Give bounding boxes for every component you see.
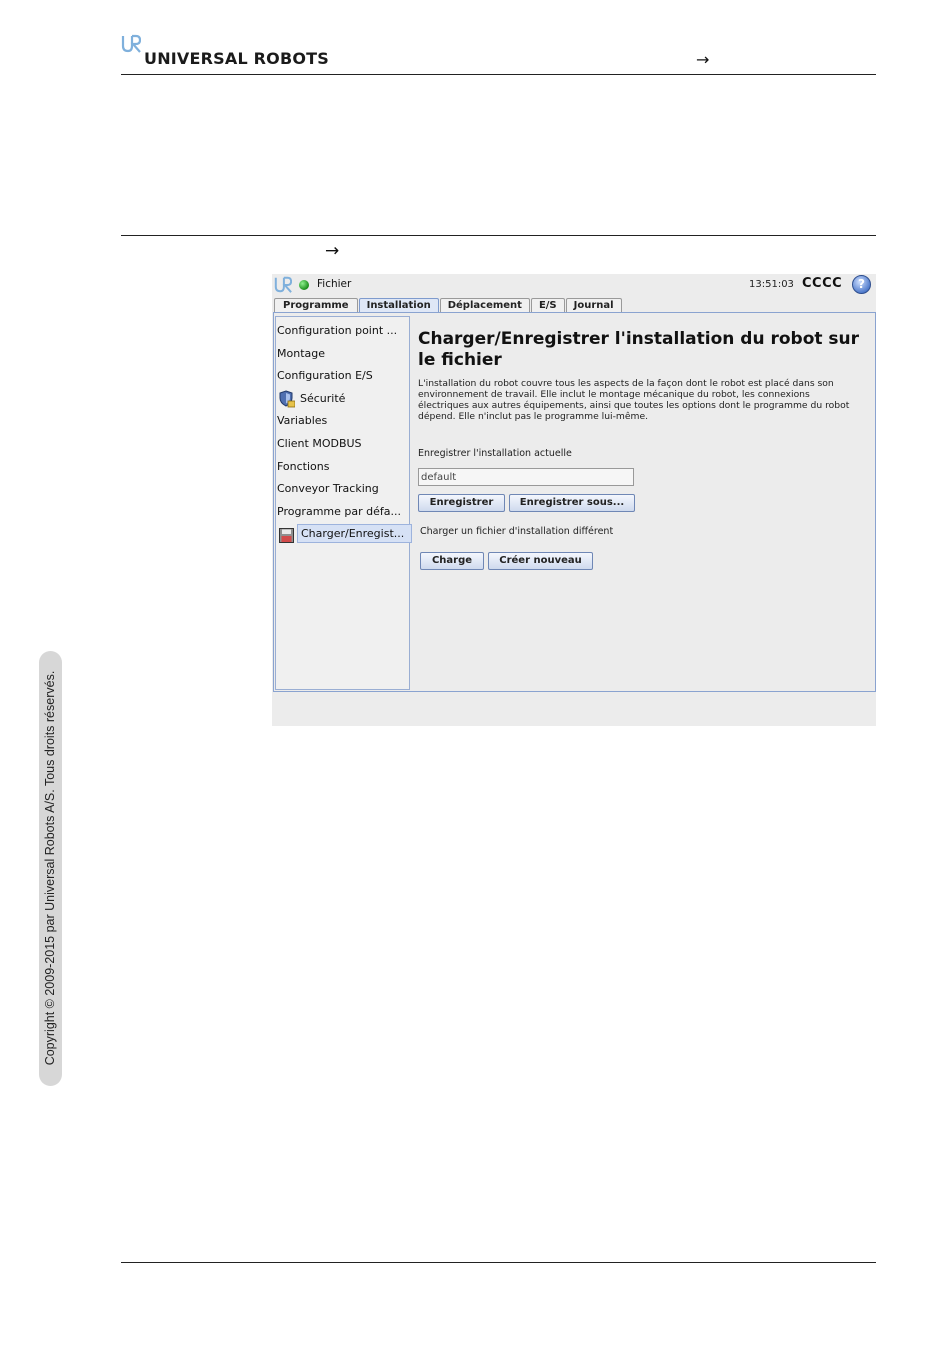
tab-journal[interactable]: Journal — [566, 298, 622, 312]
clock: 13:51:03 — [749, 279, 794, 290]
tab-programme[interactable]: Programme — [274, 298, 358, 312]
page-description: L'installation du robot couvre tous les aspects de la façon dont le robot est placé dans son environnement de travail. Elle inclut le montage mécanique du robot, les connexions électriques aux autres équipements, ainsi que toutes les options dont le programme du robot dépend. Elle n'inclut pas le programme lui-même. — [418, 378, 850, 422]
load-section-label: Charger un fichier d'installation différent — [420, 526, 614, 537]
save-as-button[interactable]: Enregistrer sous... — [509, 494, 635, 512]
sidebar-item-securite[interactable]: Sécurité — [300, 392, 346, 405]
load-button[interactable]: Charge — [420, 552, 484, 570]
tab-deplacement[interactable]: Déplacement — [440, 298, 530, 312]
sidebar-item-montage[interactable]: Montage — [277, 347, 325, 360]
tab-installation[interactable]: Installation — [359, 298, 439, 312]
header-rule — [121, 74, 876, 75]
sidebar-item-variables[interactable]: Variables — [277, 414, 328, 427]
sidebar-item-modbus[interactable]: Client MODBUS — [277, 437, 362, 450]
create-new-button[interactable]: Créer nouveau — [488, 552, 593, 570]
help-icon[interactable]: ? — [852, 275, 871, 294]
save-button[interactable]: Enregistrer — [418, 494, 505, 512]
section-arrow-icon: → — [325, 241, 340, 261]
status-indicator-icon — [299, 280, 309, 290]
sidebar-item-fonctions[interactable]: Fonctions — [277, 460, 330, 473]
section-rule — [121, 235, 876, 236]
sidebar-item-default-program[interactable]: Programme par défa... — [277, 505, 401, 518]
page-title: Charger/Enregistrer l'installation du robot sur le fichier — [418, 329, 860, 370]
installation-name-input[interactable]: default — [418, 468, 634, 486]
sidebar-item-load-save[interactable]: Charger/Enregist... — [297, 524, 412, 543]
save-section-label: Enregistrer l'installation actuelle — [418, 448, 572, 459]
shield-lock-icon — [279, 390, 295, 408]
top-bar — [272, 274, 876, 298]
file-menu[interactable]: Fichier — [317, 278, 352, 290]
robot-ui-window — [272, 274, 876, 726]
sidebar-item-io-config[interactable]: Configuration E/S — [277, 369, 373, 382]
main-tabs — [274, 298, 622, 313]
header-arrow-icon: → — [696, 50, 710, 69]
copyright-text: Copyright © 2009-2015 par Universal Robots A/S. Tous droits réservés. — [43, 670, 57, 1066]
ur-logo-icon — [121, 34, 141, 54]
brand-name: UNIVERSAL ROBOTS — [144, 49, 329, 68]
ur-logo-icon — [274, 276, 292, 294]
installation-sidebar — [275, 316, 410, 690]
sidebar-item-tcp-config[interactable]: Configuration point ... — [277, 324, 398, 337]
floppy-disk-icon — [279, 528, 294, 543]
installation-panel — [273, 312, 876, 692]
tab-es[interactable]: E/S — [531, 298, 565, 312]
robot-name: CCCC — [802, 276, 843, 291]
footer-rule — [121, 1262, 876, 1263]
sidebar-item-conveyor[interactable]: Conveyor Tracking — [277, 482, 379, 495]
